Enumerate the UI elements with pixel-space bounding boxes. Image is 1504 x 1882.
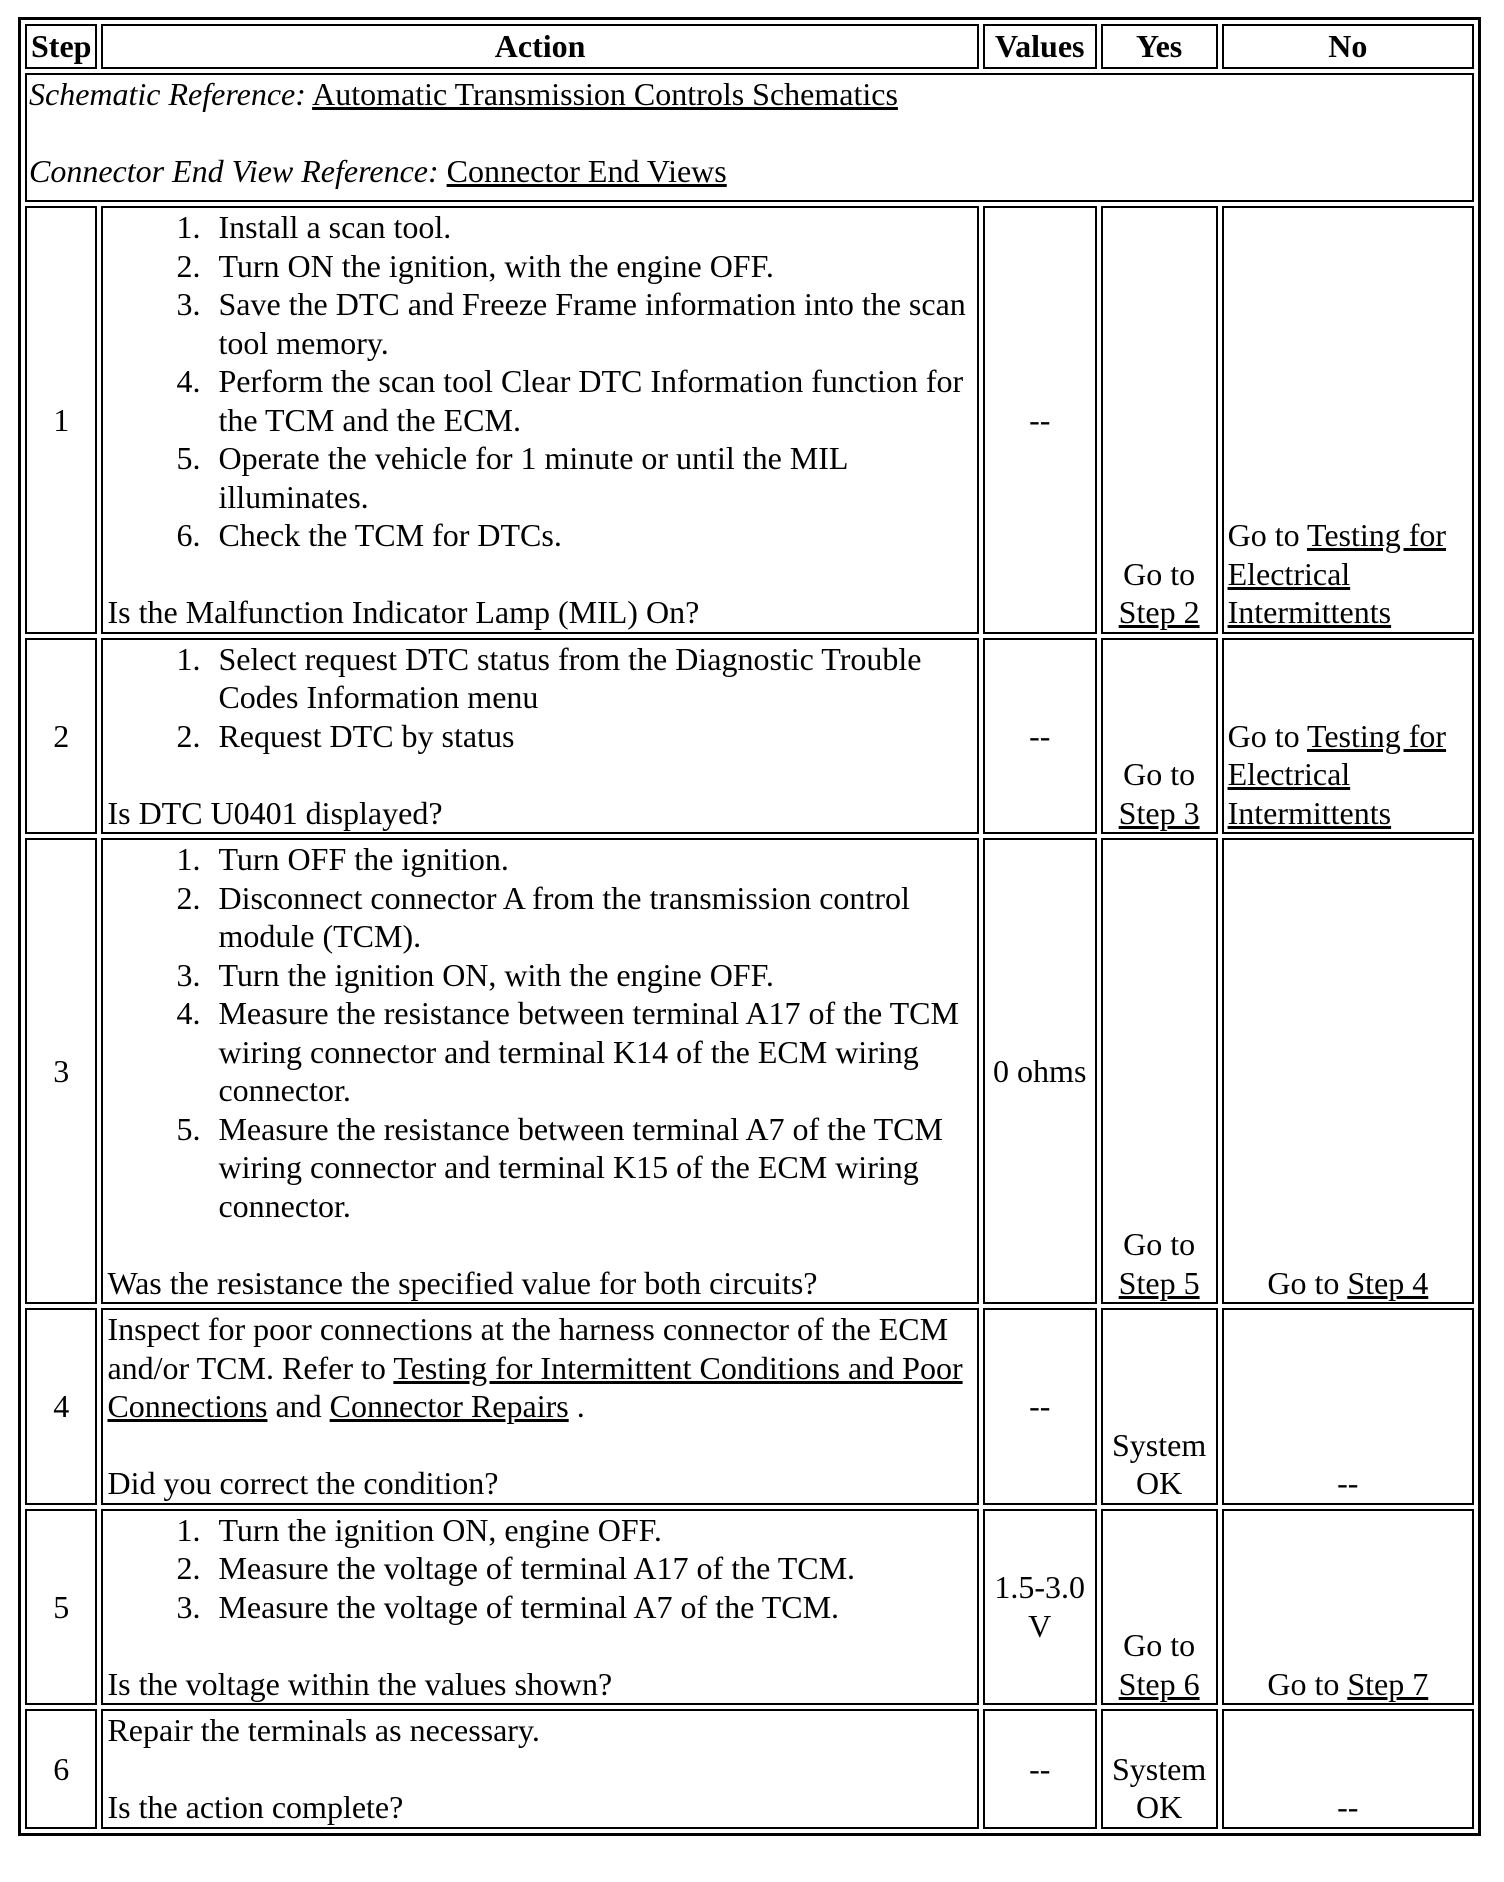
value-cell: 0 ohms [983,838,1097,1304]
value-cell: -- [983,638,1097,835]
table-row [25,838,1474,1304]
list-item: 5. Measure the resistance between terminal A7 of the TCM wiring connector and terminal K15 of the ECM wiring connector. [208,1110,972,1226]
table-row [25,638,1474,835]
step-number: 5 [25,1509,97,1706]
action-cell [101,838,978,1304]
list-item: 2. Disconnect connector A from the transmission control module (TCM). [208,879,972,956]
list-item: 3. Turn the ignition ON, with the engine OFF. [208,956,972,995]
yes-line: OK [1136,1789,1183,1825]
action-text: and [267,1388,330,1424]
list-item: 4. Perform the scan tool Clear DTC Information function for the TCM and the ECM. [208,362,972,439]
no-link[interactable]: Testing for Electrical Intermittents [1227,717,1447,831]
no-cell: -- [1222,1709,1474,1829]
list-item: 5. Operate the vehicle for 1 minute or until the MIL illuminates. [208,439,972,516]
table-row [25,206,1474,634]
yes-cell [1101,1308,1218,1505]
reference-cell [25,73,1474,202]
list-item: 6. Check the TCM for DTCs. [208,516,972,555]
action-text: Inspect for poor connections at the harness connector of the ECM and/or TCM. Refer to [107,1311,949,1386]
yes-link[interactable]: Step 5 [1118,1264,1200,1301]
yes-link[interactable]: Step 3 [1118,794,1200,831]
no-link[interactable]: Step 4 [1347,1264,1429,1301]
value-cell: 1.5-3.0 V [983,1509,1097,1706]
action-cell [101,1709,978,1829]
list-item: 2. Measure the voltage of terminal A17 of the TCM. [208,1549,972,1588]
table-row [25,1308,1474,1505]
yes-line: OK [1136,1465,1183,1501]
yes-line: System [1112,1750,1207,1787]
header-values: Values [983,24,1097,69]
action-cell [101,1308,978,1505]
yes-prefix: Go to [1123,756,1196,792]
yes-cell [1101,838,1218,1304]
yes-cell [1101,206,1218,634]
step-number: 2 [25,638,97,835]
action-cell [101,206,978,634]
connector-reference-link[interactable]: Connector End Views [446,153,727,189]
no-cell: -- [1222,1308,1474,1505]
question-text: Did you correct the condition? [107,1465,499,1501]
testing-intermittent-link[interactable]: Testing for Intermittent Conditions and Poor Connections [107,1349,963,1424]
question-text: Is the voltage within the values shown? [107,1665,613,1702]
no-cell [1222,1509,1474,1706]
step-number: 1 [25,206,97,634]
header-step: Step [25,24,97,69]
action-list [107,840,972,1225]
yes-prefix: Go to [1123,1627,1196,1663]
list-item: 2. Request DTC by status [208,717,972,756]
no-prefix: Go to [1267,1264,1348,1301]
schematic-reference-link[interactable]: Automatic Transmission Controls Schematics [312,76,898,112]
action-cell [101,638,978,835]
action-list [107,208,972,555]
no-prefix: Go to [1227,517,1307,553]
list-item: 3. Measure the voltage of terminal A7 of the TCM. [208,1588,972,1627]
step-number: 3 [25,838,97,1304]
step-number: 4 [25,1308,97,1505]
no-cell [1222,838,1474,1304]
connector-reference-label: Connector End View Reference: [29,153,439,189]
question-text: Was the resistance the specified value for both circuits? [107,1264,818,1301]
header-row [25,24,1474,69]
action-text: Repair the terminals as necessary. [107,1712,540,1748]
table-row [25,1709,1474,1829]
table-row [25,1509,1474,1706]
yes-cell [1101,1709,1218,1829]
no-link[interactable]: Step 7 [1347,1665,1429,1702]
no-cell [1222,638,1474,835]
action-cell [101,1509,978,1706]
yes-prefix: Go to [1123,1226,1196,1262]
value-cell: -- [983,206,1097,634]
value-cell: -- [983,1709,1097,1829]
yes-link[interactable]: Step 6 [1118,1665,1200,1702]
question-text: Is the Malfunction Indicator Lamp (MIL) On? [107,594,700,630]
list-item: 3. Save the DTC and Freeze Frame information into the scan tool memory. [208,285,972,362]
list-item: 2. Turn ON the ignition, with the engine OFF. [208,247,972,286]
list-item: 1. Turn the ignition ON, engine OFF. [208,1511,972,1550]
action-text: . [568,1388,585,1424]
yes-cell [1101,1509,1218,1706]
question-text: Is DTC U0401 displayed? [107,794,443,831]
header-action: Action [101,24,978,69]
action-list [107,1511,972,1627]
list-item: 1. Turn OFF the ignition. [208,840,972,879]
no-cell [1222,206,1474,634]
action-list [107,640,972,756]
no-prefix: Go to [1267,1665,1348,1702]
reference-row [25,73,1474,202]
diagnostic-table [18,17,1481,1836]
list-item: 4. Measure the resistance between terminal A17 of the TCM wiring connector and terminal K14 of the ECM wiring connector. [208,994,972,1110]
list-item: 1. Install a scan tool. [208,208,972,247]
no-prefix: Go to [1227,717,1307,754]
yes-line: System [1112,1426,1207,1463]
list-item: 1. Select request DTC status from the Diagnostic Trouble Codes Information menu [208,640,972,717]
step-number: 6 [25,1709,97,1829]
yes-cell [1101,638,1218,835]
action-paragraph [107,1310,972,1426]
value-cell: -- [983,1308,1097,1505]
header-yes: Yes [1101,24,1218,69]
schematic-reference-label: Schematic Reference: [29,76,306,112]
question-text: Is the action complete? [107,1789,404,1825]
yes-prefix: Go to [1123,555,1196,592]
no-link[interactable]: Testing for Electrical Intermittents [1227,517,1447,630]
header-no: No [1222,24,1474,69]
yes-link[interactable]: Step 2 [1118,594,1200,630]
connector-repairs-link[interactable]: Connector Repairs [329,1388,569,1424]
